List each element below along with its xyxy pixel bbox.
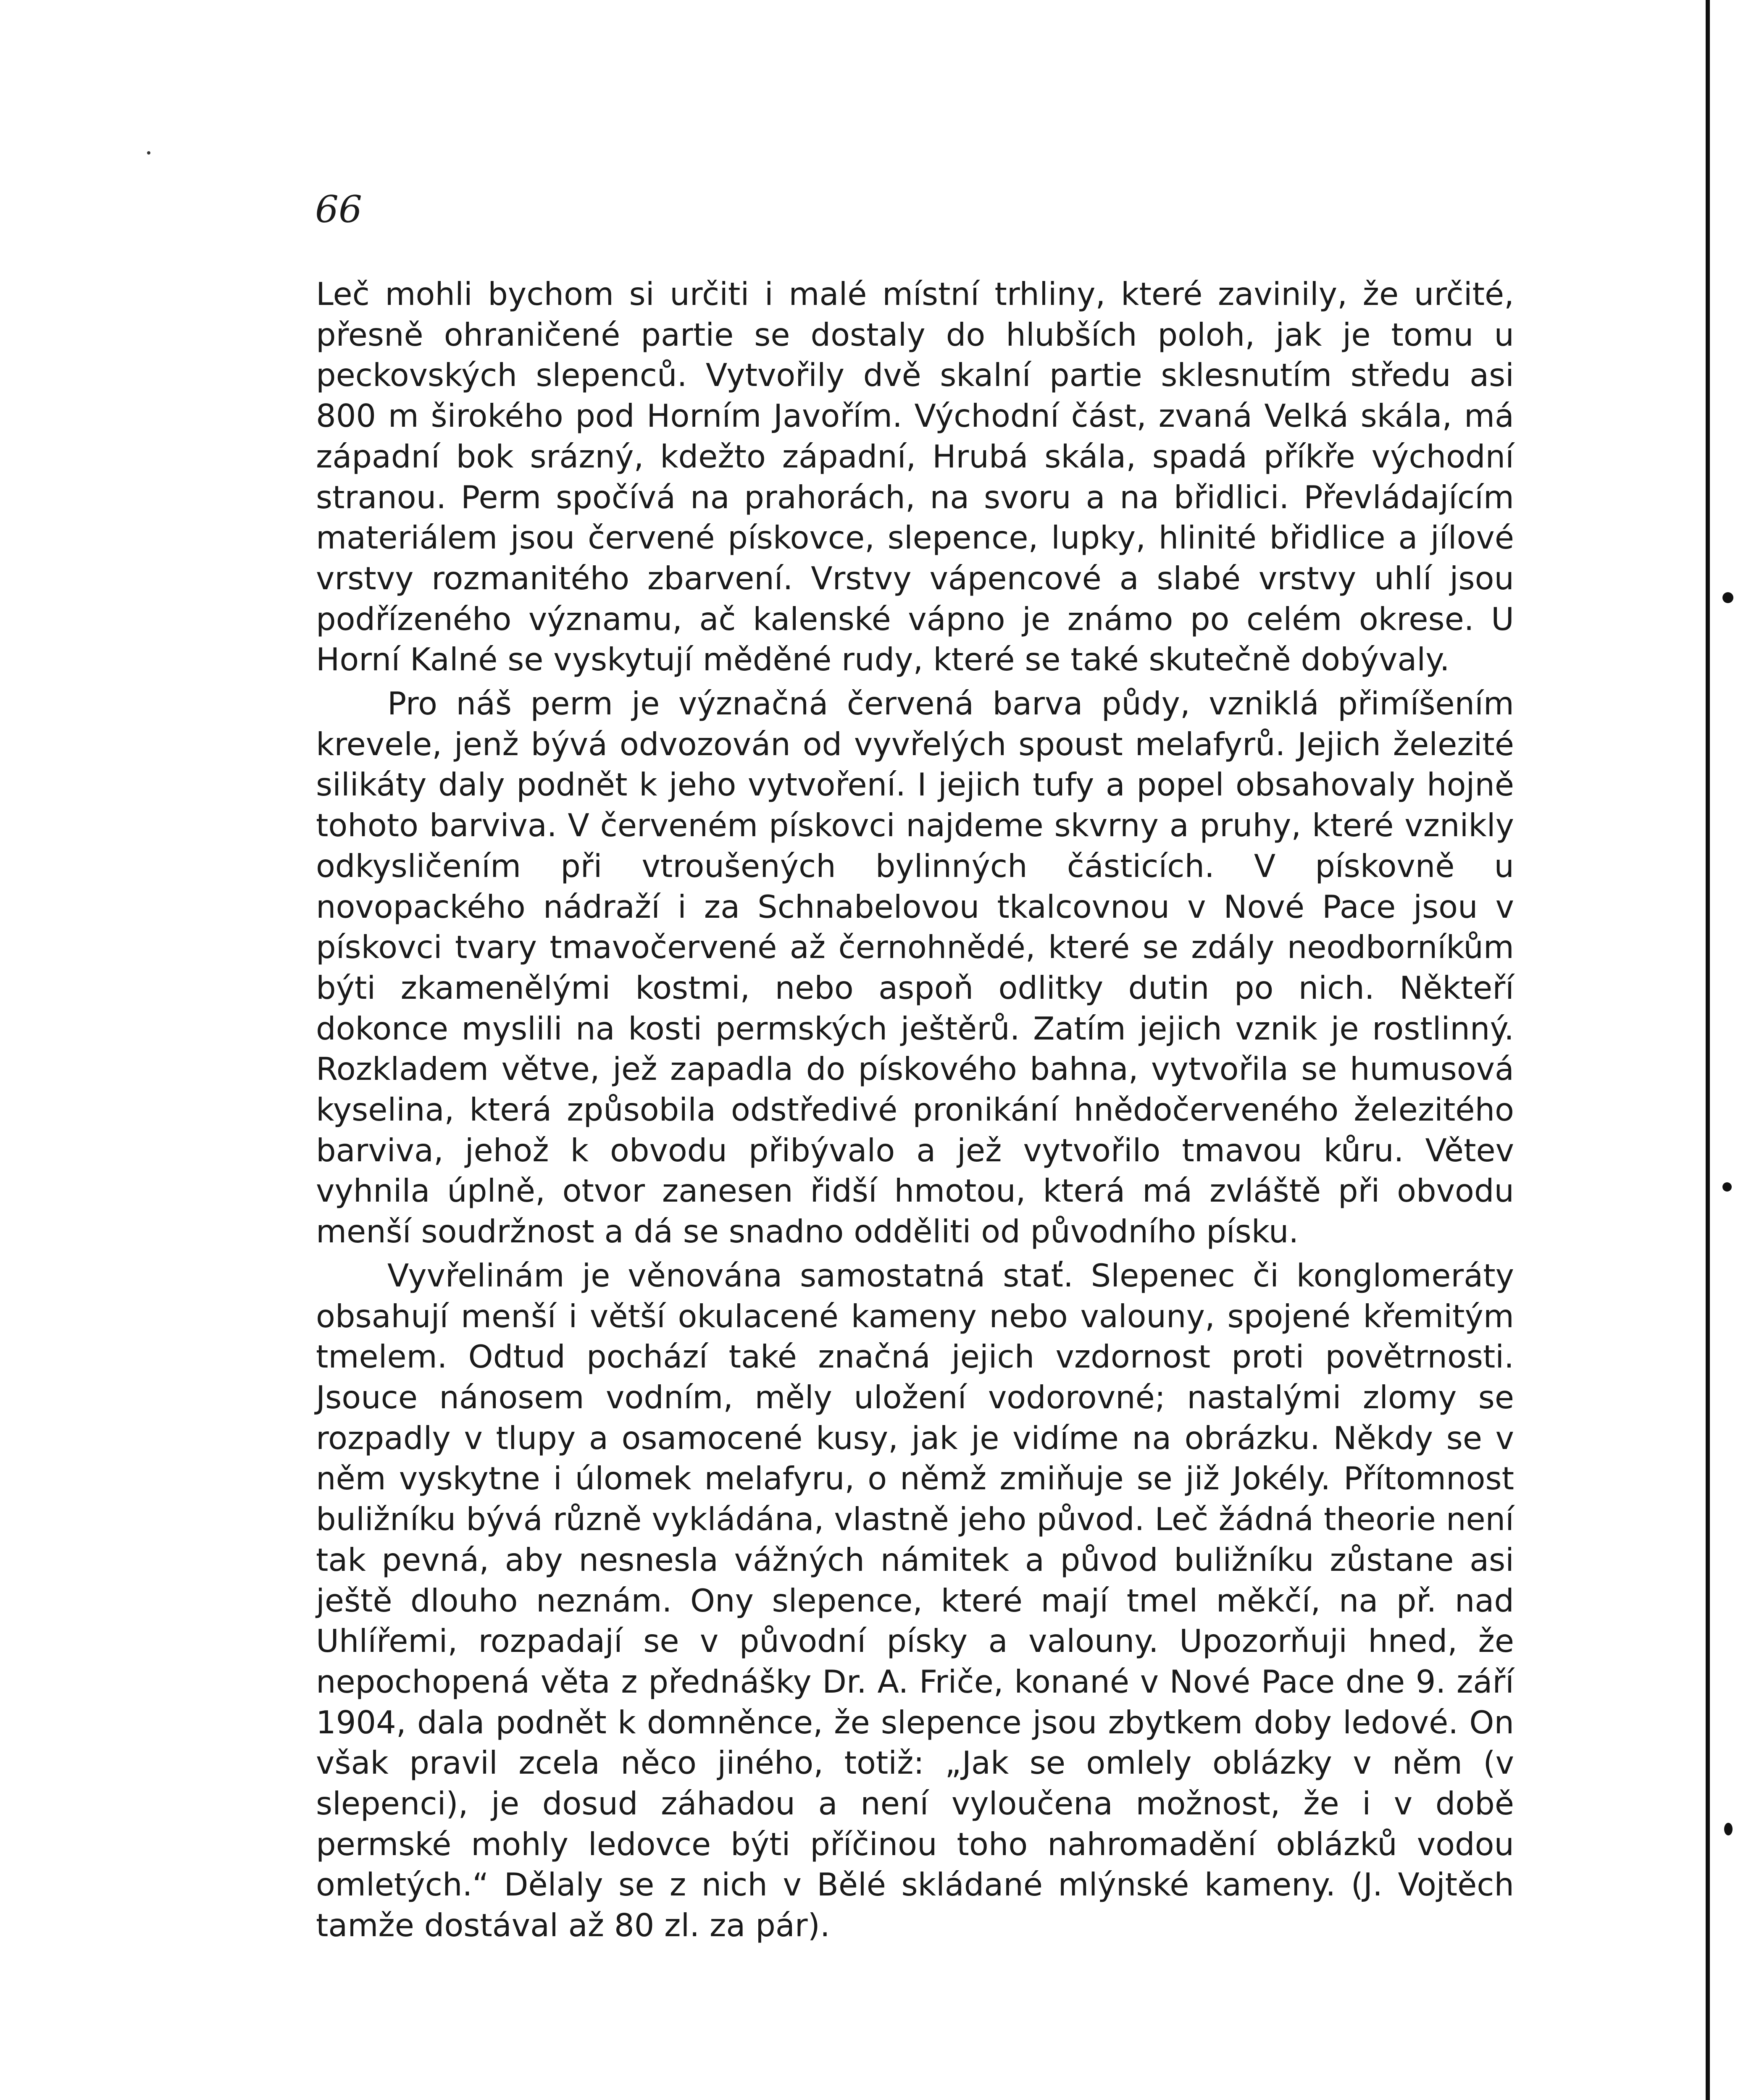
- paragraph-conglomerates: Vyvřelinám je věnována samostatná stať. Slepenec či konglomeráty obsahují menší i větší okulacené kameny nebo valouny, spojené křemitým tmelem. Odtud pochází také značná jejich vzdornost proti povětrnosti. Jsouce nánosem vodním, měly uložení vodorovné; nastalými zlomy se rozpadly v tlupy a osamocené kusy, jak je vidíme na obrázku. Někdy se v něm vyskytne i úlomek melafyru, o němž zmiňuje se již Jokély. Přítomnost buližníku bývá různě vykládána, vlastně jeho původ. Leč žádná theorie není tak pevná, aby nesnesla vážných námitek a původ buližníku zůstane asi ještě dlouho neznám. Ony slepence, které mají tmel měkčí, na př. nad Uhlířemi, rozpadají se v původní písky a valouny. Upozorňuji hned, že nepochopená věta z přednášky Dr. A. Friče, konané v Nové Pace dne 9. září 1904, dala podnět k domněnce, že slepence jsou zbytkem doby ledové. On však pravil zcela něco jiného, totiž: „Jak se omlely oblázky v něm (v slepenci), je dosud záhadou a není vyloučena možnost, že i v době permské mohly ledovce býti příčinou toho nahromadění oblázků vodou omletých.“ Dělaly se z nich v Bělé skládané mlýnské kameny. (J. Vojtěch tamže dostával až 80 zl. za pár).: [316, 1257, 1514, 1944]
- edge-mark: [1722, 1182, 1732, 1192]
- paragraph-red-soil-coloring: Pro náš perm je význačná červená barva půdy, vzniklá přimíšením krevele, jenž bývá odvozován od vyvřelých spoust melafyrů. Jejich železité silikáty daly podnět k jeho vytvoření. I jejich tufy a popel obsahovaly hojně tohoto barviva. V červeném pískovci najdeme skvrny a pruhy, které vznikly odkysličením při vtroušených bylinných částicích. V pískovně u novopackého nádraží i za Schnabelovou tkalcovnou v Nové Pace jsou v pískovci tvary tmavočervené až černohnědé, které se zdály neodborníkům býti zkamenělými kostmi, nebo aspoň odlitky dutin po nich. Někteří dokonce myslili na kosti permských ještěrů. Zatím jejich vznik je rostlinný. Rozkladem větve, jež zapadla do pískového bahna, vytvořila se humusová kyselina, která způsobila odstředivé pronikání hnědočerveného železitého barviva, jehož k obvodu přibývalo a jež vytvořilo tmavou kůru. Větev vyhnila úplně, otvor zanesen řidší hmotou, která má zvláště při obvodu menší soudržnost a dá se snadno odděliti od původního písku.: [316, 685, 1514, 1250]
- edge-mark: [1724, 1823, 1733, 1835]
- page-number: 66: [315, 188, 362, 231]
- edge-mark: [1722, 592, 1733, 603]
- body-text: [316, 274, 1514, 1946]
- page-edge-shadow: [1706, 0, 1710, 2100]
- dust-speck: [147, 151, 150, 155]
- paragraph-geology-permian-rocks: Leč mohli bychom si určiti i malé místní trhliny, které zavinily, že určité, přesně ohraničené partie se dostaly do hlubších poloh, jak je tomu u peckovských slepenců. Vytvořily dvě skalní partie sklesnutím středu asi 800 m širokého pod Horním Javořím. Východní část, zvaná Velká skála, má západní bok srázný, kdežto západní, Hrubá skála, spadá příkře východní stranou. Perm spočívá na prahorách, na svoru a na břidlici. Převládajícím materiálem jsou červené pískovce, slepence, lupky, hlinité břidlice a jílové vrstvy rozmanitého zbarvení. Vrstvy vápencové a slabé vrstvy uhlí jsou podřízeného významu, ač kalenské vápno je známo po celém okrese. U Horní Kalné se vyskytují měděné rudy, které se také skutečně dobývaly.: [316, 276, 1514, 678]
